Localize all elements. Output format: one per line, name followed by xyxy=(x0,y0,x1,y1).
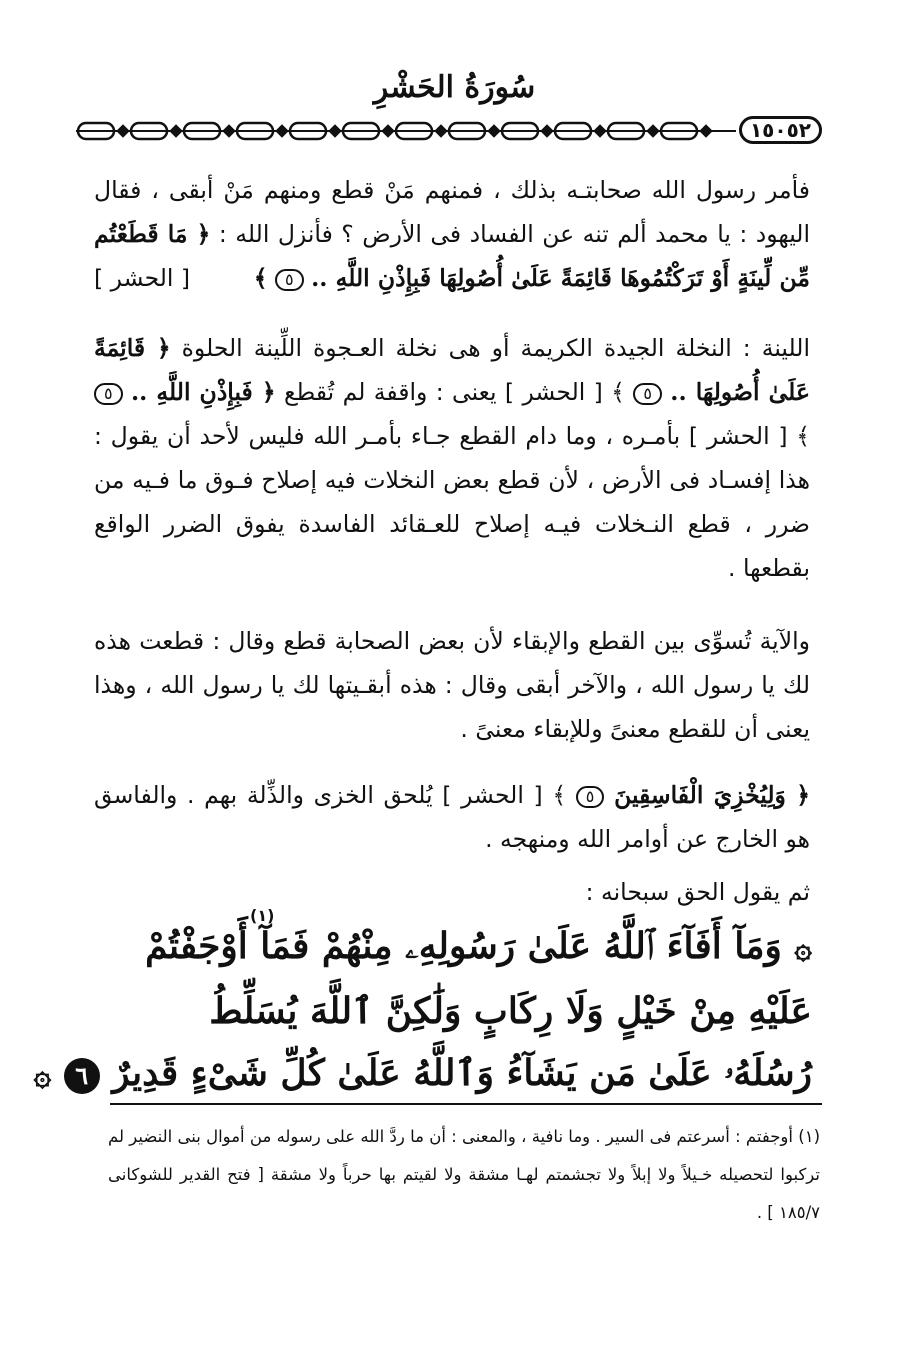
footnote-reference: (١) xyxy=(250,906,275,925)
verse-line-1 xyxy=(145,915,812,980)
paragraph-text: ﴾ [ الحشر ] يعنى : واقفة لم تُقطع xyxy=(284,378,625,406)
quran-quote: ﴿ مَا قَطَعْتُم مِّن لِّينَةٍ أَوْ تَرَكْتُمُوهَا قَائِمَةً عَلَىٰ أُصُولِهَا فَبِإِذْنِ اللَّهِ .. xyxy=(94,220,810,292)
paragraph-text: فأمر رسول الله صحابتـه بذلك ، فمنهم مَنْ قطع ومنهم مَنْ أبقى ، فقال اليهود : يا محمد ألم تنه عن الفساد فى الأرض ؟ فأنزل الله : xyxy=(94,176,810,248)
verse-line-2: عَلَيْهِ مِنْ خَيْلٍ وَلَا رِكَابٍ وَلَٰكِنَّ ٱللَّهَ يُسَلِّطُ xyxy=(209,990,812,1032)
surah-reference: [ الحشر ] xyxy=(94,264,191,292)
verse-open-ornament-icon: ۞ xyxy=(794,931,812,966)
verse-text: رُسُلَهُۥ عَلَىٰ مَن يَشَآءُ وَٱللَّهُ عَلَىٰ كُلِّ شَىْءٍ قَدِيرٌ xyxy=(112,1052,812,1094)
paragraph-text: اللينة : النخلة الجيدة الكريمة أو هى نخلة العـجوة اللِّينة الحلوة xyxy=(181,334,810,362)
paragraph-5 xyxy=(94,870,810,914)
ayah-number-badge: ٥ xyxy=(275,269,304,291)
quran-quote: ﴿ فَبِإِذْنِ اللَّهِ .. xyxy=(130,378,276,406)
footnote: (١) أوجفتم : أسرعتم فى السير . وما نافية ، والمعنى : أن ما ردَّ الله على رسوله من أموال بنى النضير لم تركبوا لتحصيله خـيلاً ولا إبلاً ولا تجشمتم لهـا مشقة ولا لقيتم بها حرباً ولا مشقة [ فتح القدير للشوكانى ١٨٥/٧ ] . xyxy=(108,1127,820,1222)
page-number: ١٥٠٥٢ xyxy=(739,116,822,144)
paragraph-text: ﴾ [ الحشر ] يُلحق الخزى والذِّلة بهم . والفاسق هو الخارج عن أوامر الله ومنهجه . xyxy=(94,781,810,853)
footnote-divider xyxy=(110,1103,822,1105)
verse-text: وَمَآ أَفَآءَ ٱللَّهُ عَلَىٰ رَسُولِهِۦ مِنْهُمْ فَمَآ أَوْجَفْتُمْ xyxy=(145,925,782,967)
paragraph-1 xyxy=(94,168,810,300)
verse-line-3 xyxy=(33,1042,812,1107)
quran-quote: ﴿ قَائِمَةً عَلَىٰ أُصُولِهَا .. xyxy=(94,334,810,406)
paragraph-3 xyxy=(94,619,810,751)
paragraph-text: والآية تُسوِّى بين القطع والإبقاء لأن بعض الصحابة قطع وقال : قطعت هذه لك يا رسول الله ، والآخر أبقى وقال : هذه أبقـيتها لك يا رسول الله ، وهذا يعنى أن للقطع معنىً وللإبقاء معنىً . xyxy=(94,627,810,743)
quran-quote: ﴿ وَلِيُخْزِيَ الْفَاسِقِينَ xyxy=(614,781,810,809)
ayah-number-badge: ٥ xyxy=(633,383,662,405)
quran-close-bracket: ﴾ xyxy=(253,264,268,292)
paragraph-text: ﴾ [ الحشر ] بأمـره ، وما دام القطع جـاء بأمـر الله فليس لأحد أن يقول : هذا إفسـاد فى الأرض ، لأن قطع بعض النخلات فيه إصلاح فـوق ما فـيه من ضرر ، قطع النـخلات فيـه إصلاح للعـقائد الفاسدة يفوق الضرر الواقع بقطعها . xyxy=(94,422,810,582)
ayah-number-circle: ٦ xyxy=(64,1058,100,1094)
surah-title: سُورَةُ الحَشْرِ xyxy=(373,70,536,105)
verse-close-ornament-icon: ۞ xyxy=(33,1058,52,1093)
paragraph-2 xyxy=(94,326,810,590)
quran-verse-block xyxy=(33,915,812,1107)
paragraph-text: ثم يقول الحق سبحانه : xyxy=(585,878,810,906)
paragraph-4 xyxy=(94,773,810,861)
ayah-number-badge: ٥ xyxy=(576,786,605,808)
ayah-number-badge: ٥ xyxy=(94,383,123,405)
